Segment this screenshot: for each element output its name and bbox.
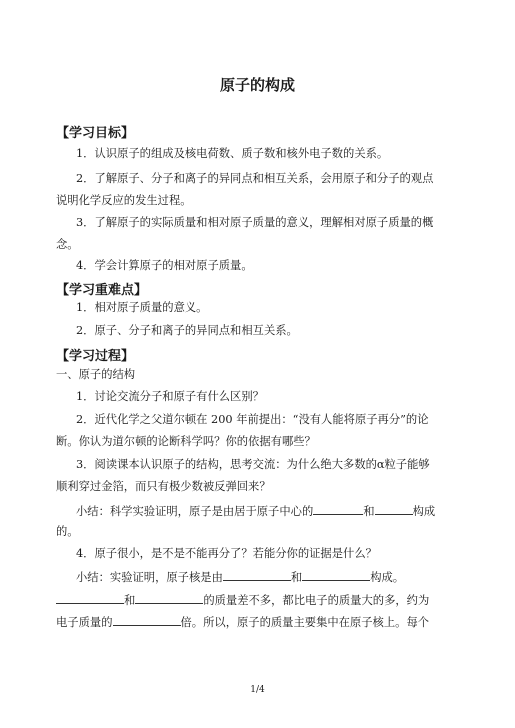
goal-2: 2．了解原子、分子和离子的异同点和相互关系，会用原子和分子的观点: [76, 172, 434, 185]
key-1: 1．相对原子质量的意义。: [76, 301, 208, 314]
summary-1-post: 构成: [412, 505, 436, 518]
goal-2-cont: 说明化学反应的发生过程。: [56, 194, 192, 207]
summary-4-text: 电子质量的: [56, 616, 113, 629]
goal-3: 3．了解原子的实际质量和相对原子质量的意义，理解相对原子质量的概: [76, 216, 434, 229]
summary-1: [76, 503, 435, 519]
process-heading: 【学习过程】: [56, 349, 135, 364]
question-2: 2．近代化学之父道尔顿在 200 年前提出：“没有人能将原子再分”的论: [76, 413, 429, 426]
summary-1-and: 和: [363, 505, 375, 518]
summary-2: [76, 569, 404, 585]
page-number: 1/4: [250, 685, 265, 695]
question-1: 1．讨论交流分子和原子有什么区别？: [76, 390, 264, 403]
key-heading: 【学习重难点】: [56, 283, 148, 298]
summary-1-text: 小结：科学实验证明，原子是由居于原子中心的: [76, 505, 314, 518]
goal-1: 1．认识原子的组成及核电荷数、质子数和核外电子数的关系。: [76, 147, 389, 160]
blank-4[interactable]: [302, 569, 370, 581]
question-4: 4．原子很小，是不是不能再分了？若能分你的证据是什么？: [76, 547, 377, 560]
summary-1-cont: 的。: [56, 525, 79, 538]
summary-4: [56, 614, 429, 630]
summary-2-text: 小结：实验证明，原子核是由: [76, 571, 223, 584]
page-title: 原子的构成: [219, 76, 295, 94]
blank-6[interactable]: [135, 592, 203, 604]
blank-1[interactable]: [313, 503, 363, 515]
blank-7[interactable]: [113, 614, 181, 626]
question-3: 3．阅读课本认识原子的结构，思考交流：为什么绝大多数的α粒子能够: [76, 458, 430, 471]
goals-heading: 【学习目标】: [56, 126, 135, 141]
summary-2-post: 构成。: [370, 571, 405, 584]
question-3-cont: 顺利穿过金箔，而只有极少数被反弹回来？: [56, 480, 271, 493]
process-sub-1: 一、原子的结构: [56, 368, 136, 381]
goal-4: 4．学会计算原子的相对原子质量。: [76, 259, 253, 272]
question-2-cont: 断。你认为道尔顿的论断科学吗？你的依据有哪些？: [56, 435, 316, 448]
blank-5[interactable]: [56, 592, 124, 604]
blank-3[interactable]: [223, 569, 291, 581]
summary-2-and: 和: [290, 571, 303, 584]
summary-3: [56, 592, 429, 608]
goal-3-cont: 念。: [56, 238, 79, 251]
summary-3-and: 和: [124, 594, 136, 607]
summary-4-post: 倍。所以，原子的质量主要集中在原子核上。每个: [180, 616, 430, 629]
summary-3-text: 的质量差不多，都比电子的质量大的多，约为: [203, 594, 430, 607]
key-2: 2．原子、分子和离子的异同点和相互关系。: [76, 324, 298, 337]
blank-2[interactable]: [375, 503, 413, 515]
